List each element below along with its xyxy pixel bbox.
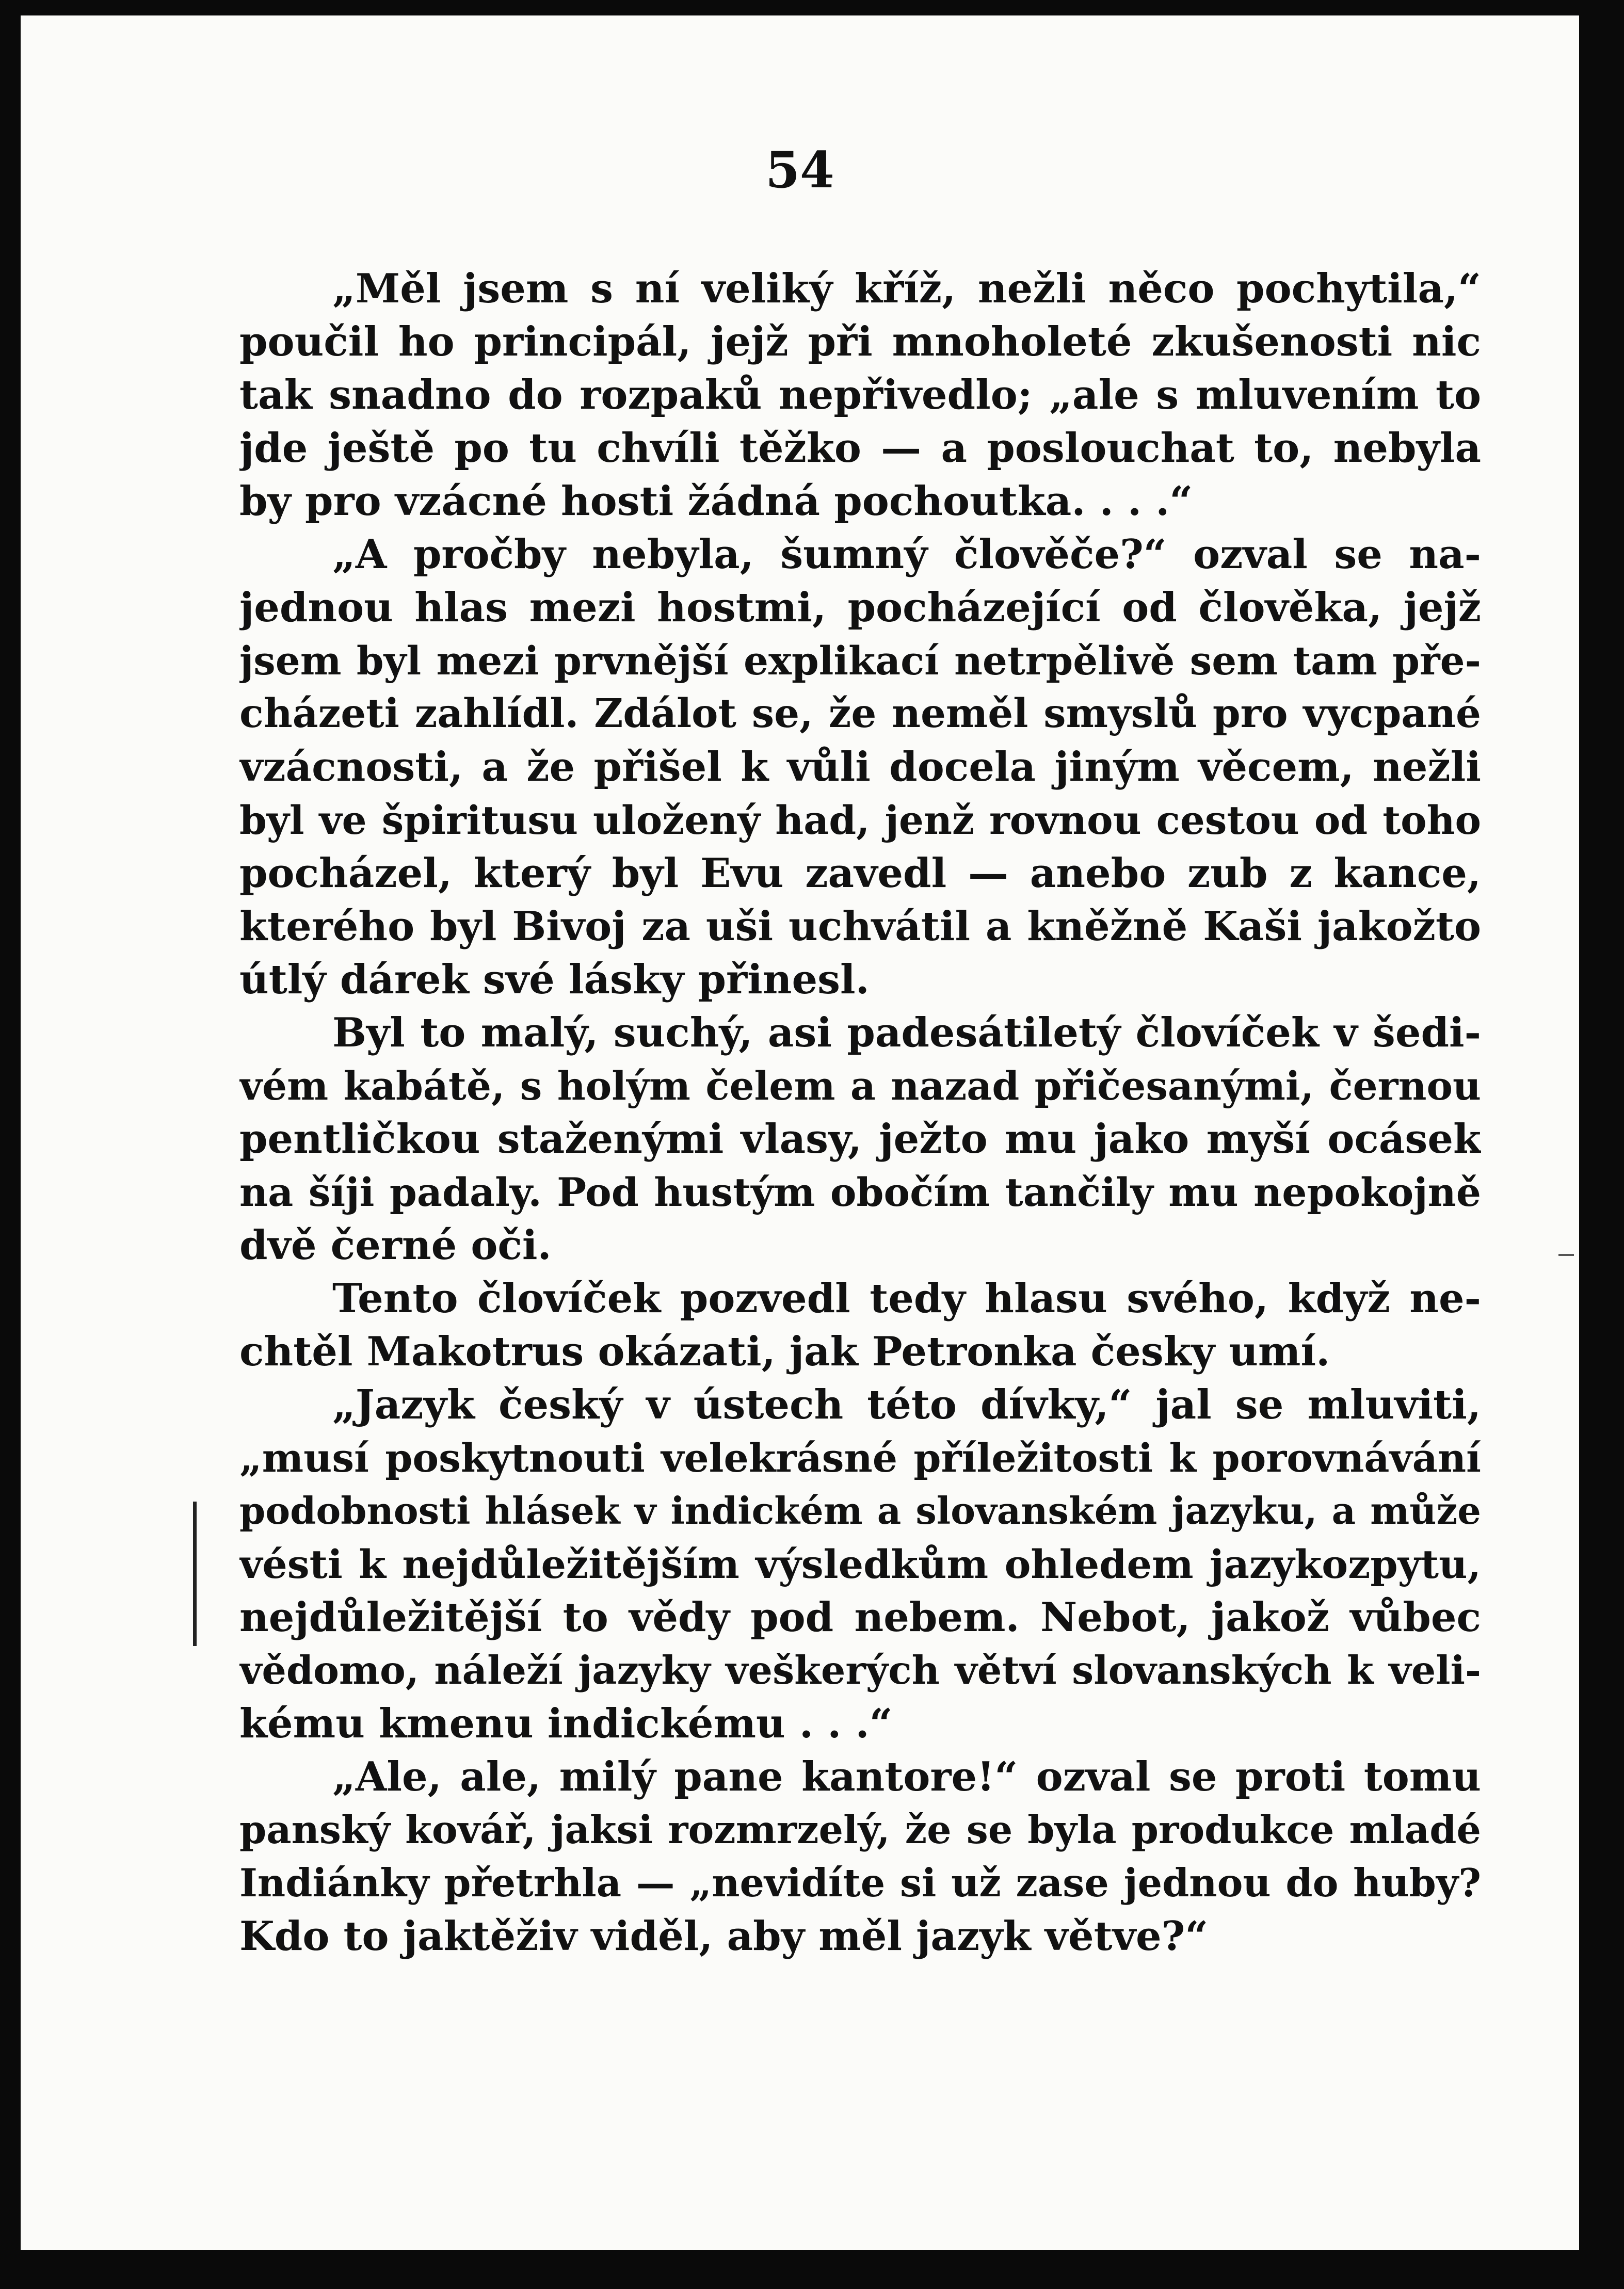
text-line: pocházel, který byl Evu zavedl — anebo zub z kance, xyxy=(239,850,1481,897)
text-line: vésti k nejdůležitějším výsledkům ohledem jazykozpytu, xyxy=(239,1541,1481,1587)
margin-dash xyxy=(1558,1254,1574,1256)
text-line: nejdůležitější to vědy pod nebem. Nebot, jakož vůbec xyxy=(239,1594,1481,1641)
text-line: by pro vzácné hosti žádná pochoutka. . . .“ xyxy=(239,478,1193,525)
body-text xyxy=(239,262,1481,1963)
text-line: útlý dárek své lásky přinesl. xyxy=(239,956,870,1003)
text-line: „A pročby nebyla, šumný člověče?“ ozval se na- xyxy=(332,531,1481,578)
text-line: na šíji padaly. Pod hustým obočím tančily mu nepokojně xyxy=(239,1169,1481,1215)
text-line: jde ještě po tu chvíli těžko — a poslouchat to, nebyla xyxy=(239,425,1481,472)
text-line: „Ale, ale, milý pane kantore!“ ozval se proti tomu xyxy=(332,1753,1481,1800)
text-line: Byl to malý, suchý, asi padesátiletý človíček v šedi- xyxy=(332,1009,1481,1056)
text-line: vzácnosti, a že přišel k vůli docela jiným věcem, nežli xyxy=(239,744,1481,791)
text-line: cházeti zahlídl. Zdálot se, že neměl smyslů pro vycpané xyxy=(239,690,1481,737)
text-line: kému kmenu indickému . . .“ xyxy=(239,1700,893,1747)
margin-mark xyxy=(193,1502,197,1646)
text-line: poučil ho principál, jejž při mnoholeté zkušenosti nic xyxy=(239,318,1481,365)
text-line: „Měl jsem s ní veliký kříž, nežli něco pochytila,“ xyxy=(332,265,1481,312)
text-line: tak snadno do rozpaků nepřivedlo; „ale s mluvením to xyxy=(239,372,1481,418)
text-line: vém kabátě, s holým čelem a nazad přičesanými, černou xyxy=(239,1063,1481,1109)
text-line: Kdo to jaktěživ viděl, aby měl jazyk větve?“ xyxy=(239,1913,1209,1960)
scanned-page xyxy=(21,15,1579,2250)
text-line: Tento človíček pozvedl tedy hlasu svého, když ne- xyxy=(332,1275,1481,1322)
text-line: jsem byl mezi prvnější explikací netrpělivě sem tam pře- xyxy=(239,638,1481,684)
text-line: chtěl Makotrus okázati, jak Petronka česky umí. xyxy=(239,1328,1330,1375)
text-line: byl ve špiritusu uložený had, jenž rovnou cestou od toho xyxy=(239,797,1481,843)
text-line: panský kovář, jaksi rozmrzelý, že se byla produkce mladé xyxy=(239,1807,1481,1852)
page-number: 54 xyxy=(765,141,834,199)
text-line: „Jazyk český v ústech této dívky,“ jal se mluviti, xyxy=(332,1381,1481,1428)
text-line: dvě černé oči. xyxy=(239,1222,552,1269)
text-line: vědomo, náleží jazyky veškerých větví slovanských k veli- xyxy=(239,1648,1481,1693)
text-line: „musí poskytnouti velekrásné příležitosti k porovnávání xyxy=(239,1435,1481,1481)
text-line: jednou hlas mezi hostmi, pocházející od člověka, jejž xyxy=(239,584,1481,631)
text-line: kterého byl Bivoj za uši uchvátil a kněžně Kaši jakožto xyxy=(239,903,1481,950)
text-line: Indiánky přetrhla — „nevidíte si už zase jednou do huby? xyxy=(239,1860,1481,1906)
text-line: pentličkou staženými vlasy, ježto mu jako myší ocásek xyxy=(239,1116,1481,1163)
text-line: podobnosti hlásek v indickém a slovanském jazyku, a může xyxy=(239,1489,1481,1533)
